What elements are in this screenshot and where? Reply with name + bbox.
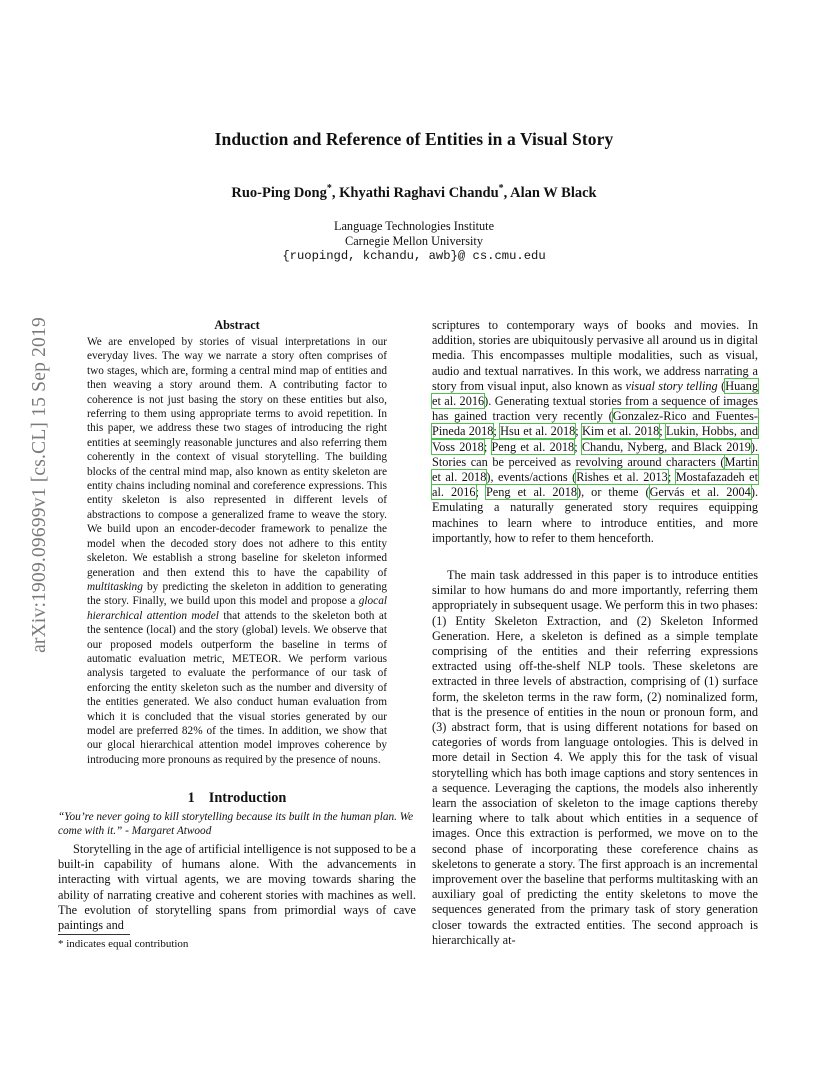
citation-link[interactable]: Huang et al. 2016 — [432, 378, 758, 409]
citation-link[interactable]: Peng et al. 2018 — [491, 439, 575, 454]
citation-separator: ; — [483, 439, 492, 454]
body-text: ). Generating textual stories from a sequence of images has gained traction very recently ( — [432, 394, 758, 424]
citation-link[interactable]: Gonzalez-Rico and Fuentes-Pineda 2018 — [432, 409, 758, 439]
body-text: ). Stories can be perceived as revolving around characters ( — [432, 439, 759, 469]
citation-link[interactable]: Mostafazadeh et al. 2016 — [432, 470, 759, 500]
abstract-emphasis: multitasking — [87, 580, 143, 593]
affiliation-institute: Language Technologies Institute — [333, 219, 495, 233]
abstract-heading: Abstract — [214, 318, 260, 332]
body-text: ), or theme ( — [577, 485, 650, 500]
quote-text: “You’re never going to kill storytelling because its built in the human plan. We come with it.” — [58, 811, 414, 838]
citation-link[interactable]: Peng et al. 2018 — [485, 485, 577, 500]
citation-link[interactable]: Kim et al. 2018 — [582, 424, 660, 439]
author-list — [0, 183, 828, 202]
citation-link[interactable]: Chandu, Nyberg, and Black 2019 — [581, 439, 751, 454]
citation-link[interactable]: Rishes et al. 2013 — [576, 470, 668, 485]
citation-link[interactable]: Martin et al. 2018 — [432, 454, 758, 485]
abstract-body — [87, 335, 387, 767]
abstract-text: that attends to the skeleton both at the sentence (local) and the story (global) levels. We observe that our proposed models outperform the baseline in terms of automatic evaluation metric, METEOR. We perform various analysis targeted to evaluate the performance of our task of enforcing the entity skeleton such as the number and diversity of the entities generated. We also conduct human evaluation from which it is concluded that the visual stories generated by our model are preferred 82% of the times. In addition, we show that our glocal hierarchical attention model improves coherence by introducing more pronouns as required by the presence of nouns. — [87, 609, 387, 766]
section-heading-introduction — [58, 790, 416, 807]
author-name: Alan W Black — [510, 184, 597, 201]
body-text: scriptures to contemporary ways of books and movies. In addition, stories are ubiquitously pervasive all around us in digital media. This encompasses multiple modalities, such as visual, audio and textual narratives. In this work, we address narrating a story from visual input, also known as — [432, 318, 758, 393]
footnote: * indicates equal contribution — [58, 938, 189, 950]
author-separator: , — [503, 184, 511, 201]
arxiv-stamp — [27, 293, 53, 677]
section-number: 1 — [187, 790, 195, 806]
author-name: Khyathi Raghavi Chandu — [339, 184, 499, 201]
citation-link[interactable]: Hsu et al. 2018 — [500, 424, 576, 439]
footnote-rule — [58, 934, 130, 935]
citation-separator: ; — [493, 424, 501, 439]
author-emails: {ruopingd, kchandu, awb}@ cs.cmu.edu — [282, 249, 546, 263]
citation-separator: ; — [575, 424, 583, 439]
author-separator: , — [331, 184, 340, 201]
citation-separator: ; — [667, 470, 676, 485]
arxiv-stamp-text: arXiv:1909.09699v1 [cs.CL] 15 Sep 2019 — [29, 317, 50, 653]
epigraph-quote — [58, 810, 416, 839]
paper-title: Induction and Reference of Entities in a Visual Story — [214, 129, 614, 149]
author-name: Ruo-Ping Dong — [231, 184, 327, 201]
quote-attribution: - Margaret Atwood — [122, 825, 212, 838]
citation-link[interactable]: Lukin, Hobbs, and Voss 2018 — [432, 424, 758, 454]
body-text: ( — [717, 378, 726, 393]
citation-separator: ; — [659, 424, 666, 439]
section-title: Introduction — [208, 790, 287, 806]
citation-link[interactable]: Gervás et al. 2004 — [649, 485, 751, 500]
body-emphasis: visual story telling — [625, 378, 718, 393]
equal-contribution-mark: * — [498, 183, 504, 194]
equal-contribution-mark: * — [326, 183, 332, 194]
right-column-paragraph-2: The main task addressed in this paper is to introduce entities similar to how humans do and more importantly, referring them appropriately in subsequent usage. We perform this in two phases: (1) Entity Skeleton Extraction, and (2) Skeleton Informed Generation. Here, a skeleton is defined as a simple template comprising of the entities and their referring expressions extracted using off-the-shelf NLP tools. These skeletons are extracted in three levels of abstraction, comprising of (1) surface form, the skeleton terms in the raw form, (2) nominalized form, that is the presence of entities in the noun or pronoun form, and (3) abstract form, that is using different notations for based on categories of words from language ontologies. This is delved in more detail in Section 4. We apply this for the task of visual storytelling which has both image captions and story sentences in a sequence. Leveraging the captions, the models also inherently learn the association of skeleton to the image captions thereby learning where to talk about which entities in a sequence of images. Once this extraction is performed, we move on to the second phase of incorporating these coreference chains as skeletons to generate a story. The first approach is an incremental improvement over the baseline that performs multitasking with an auxiliary goal of predicting the entity skeletons to move the sequences generated from the primary task of story generation closer towards the extracted entities. The second approach is hierarchically at- — [432, 568, 758, 947]
abstract-text: We are enveloped by stories of visual interpretations in our everyday lives. The way we narrate a story often comprises of two stages, which are, forming a central mind map of entities and then weaving a story around them. A contributing factor to coherence is not just basing the story on these entities but also, referring to them using appropriate terms to avoid repetition. In this paper, we address these two stages of introducing the right entities at seemingly reasonable junctures and also referring them coherently in the context of visual storytelling. The building blocks of the central mind map, also known as entity skeleton are entity chains including nominal and coreference expressions. This entity skeleton is also represented in different levels of abstractions to compose a generalized frame to weave the story. We build upon an encoder-decoder framework to penalize the model when the decoded story does not adhere to this entity skeleton. We establish a strong baseline for skeleton informed generation and then extend this to have the capability of — [87, 336, 387, 579]
abstract-text: by predicting the skeleton in addition to generating the story. Finally, we build upon this model and propose a — [87, 580, 387, 608]
body-text: ). Emulating a naturally generated story requires equipping machines to learn where to introduce entities, and more importantly, how to refer to them henceforth. — [432, 485, 759, 545]
intro-paragraph: Storytelling in the age of artificial intelligence is not supposed to be a built-in capability of humans alone. With the advancements in interacting with virtual agents, we are moving towards sharing the ability of narrating creative and coherent stories with machines as well. The evolution of storytelling spans from primordial ways of cave paintings and — [58, 842, 416, 933]
affiliation-university: Carnegie Mellon University — [345, 234, 483, 248]
right-column-paragraph-1 — [432, 318, 758, 546]
body-text: ), events/actions ( — [486, 470, 577, 485]
citation-separator: ; — [475, 485, 486, 500]
abstract-emphasis: glocal hierarchical attention model — [87, 595, 387, 622]
citation-separator: ; — [574, 439, 582, 454]
